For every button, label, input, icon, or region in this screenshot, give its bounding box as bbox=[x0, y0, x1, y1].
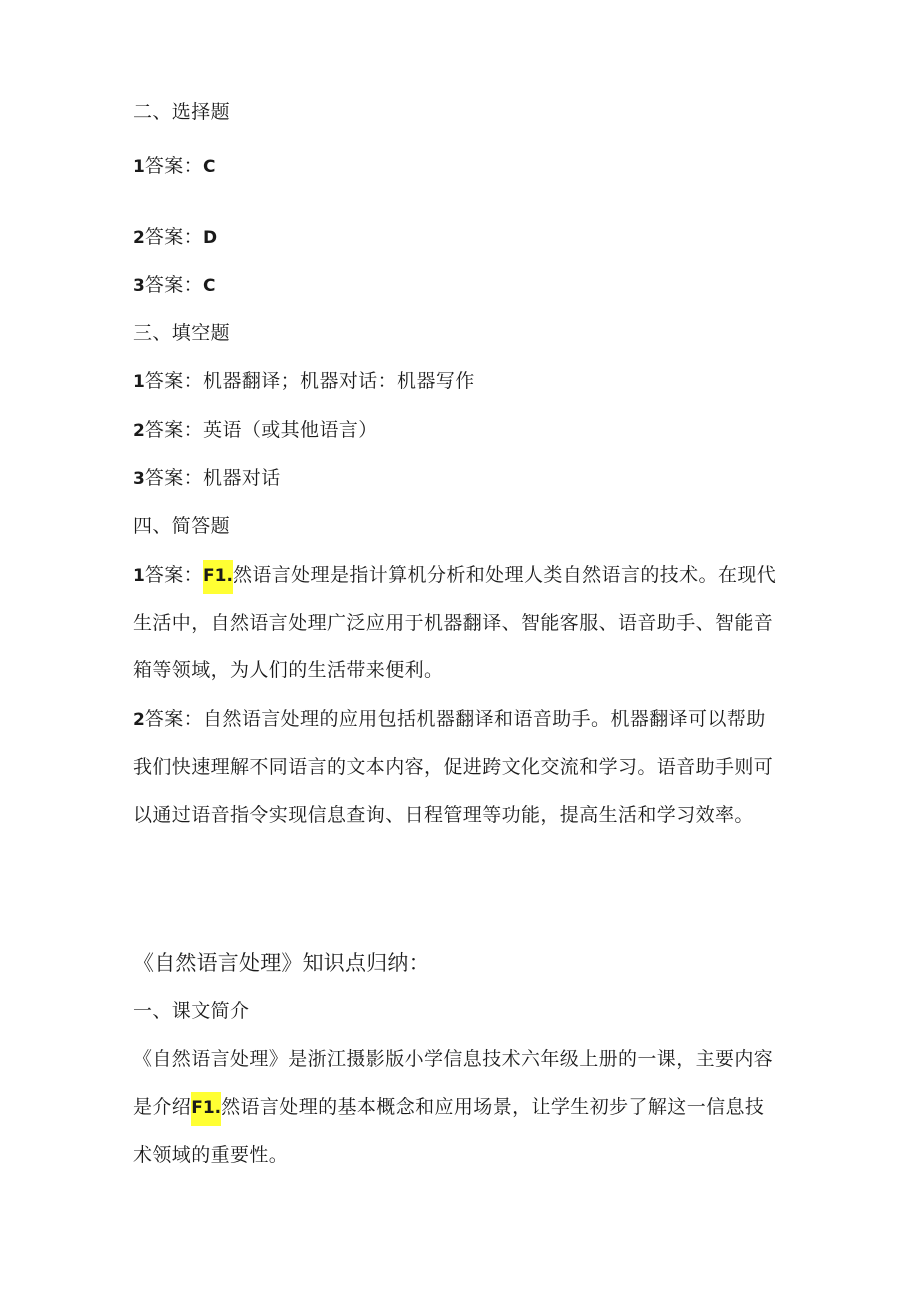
short-answer-1-line-1: 1答案：F1.然语言处理是指计算机分析和处理人类自然语言的技术。在现代 bbox=[133, 561, 776, 590]
short-answer-2-line-1: 2答案：自然语言处理的应用包括机器翻译和语音助手。机器翻译可以帮助 bbox=[133, 708, 766, 730]
short-answer-1-line-2: 生活中，自然语言处理广泛应用于机器翻译、智能客服、语音助手、智能音 bbox=[133, 612, 774, 634]
fill-answer-2: 2答案：英语（或其他语言） bbox=[133, 419, 378, 441]
short-answer-1-line-3: 箱等领域，为人们的生活带来便利。 bbox=[133, 659, 444, 681]
summary-paragraph-line-3: 术领域的重要性。 bbox=[133, 1144, 289, 1166]
choice-answer-1: 1答案：C bbox=[133, 155, 216, 177]
choice-answer-2: 2答案：D bbox=[133, 226, 218, 248]
summary-subtitle-intro: 一、课文简介 bbox=[133, 1000, 250, 1022]
fill-answer-3: 3答案：机器对话 bbox=[133, 467, 281, 489]
summary-heading: 《自然语言处理》知识点归纳： bbox=[133, 951, 430, 975]
choice-answer-3: 3答案：C bbox=[133, 274, 216, 296]
short-answer-2-line-3: 以通过语音指令实现信息查询、日程管理等功能，提高生活和学习效率。 bbox=[133, 804, 754, 826]
section-title-fill: 三、填空题 bbox=[133, 322, 231, 344]
summary-paragraph-line-2: 是介绍F1.然语言处理的基本概念和应用场景，让学生初步了解这一信息技 bbox=[133, 1093, 764, 1122]
section-title-short-answer: 四、简答题 bbox=[133, 515, 231, 537]
section-title-choice: 二、选择题 bbox=[133, 101, 231, 123]
highlight-mark: F1. bbox=[203, 560, 233, 594]
highlight-mark: F1. bbox=[191, 1092, 221, 1126]
fill-answer-1: 1答案：机器翻译；机器对话：机器写作 bbox=[133, 370, 475, 392]
short-answer-2-line-2: 我们快速理解不同语言的文本内容，促进跨文化交流和学习。语音助手则可 bbox=[133, 756, 774, 778]
summary-paragraph-line-1: 《自然语言处理》是浙江摄影版小学信息技术六年级上册的一课，主要内容 bbox=[133, 1048, 774, 1070]
